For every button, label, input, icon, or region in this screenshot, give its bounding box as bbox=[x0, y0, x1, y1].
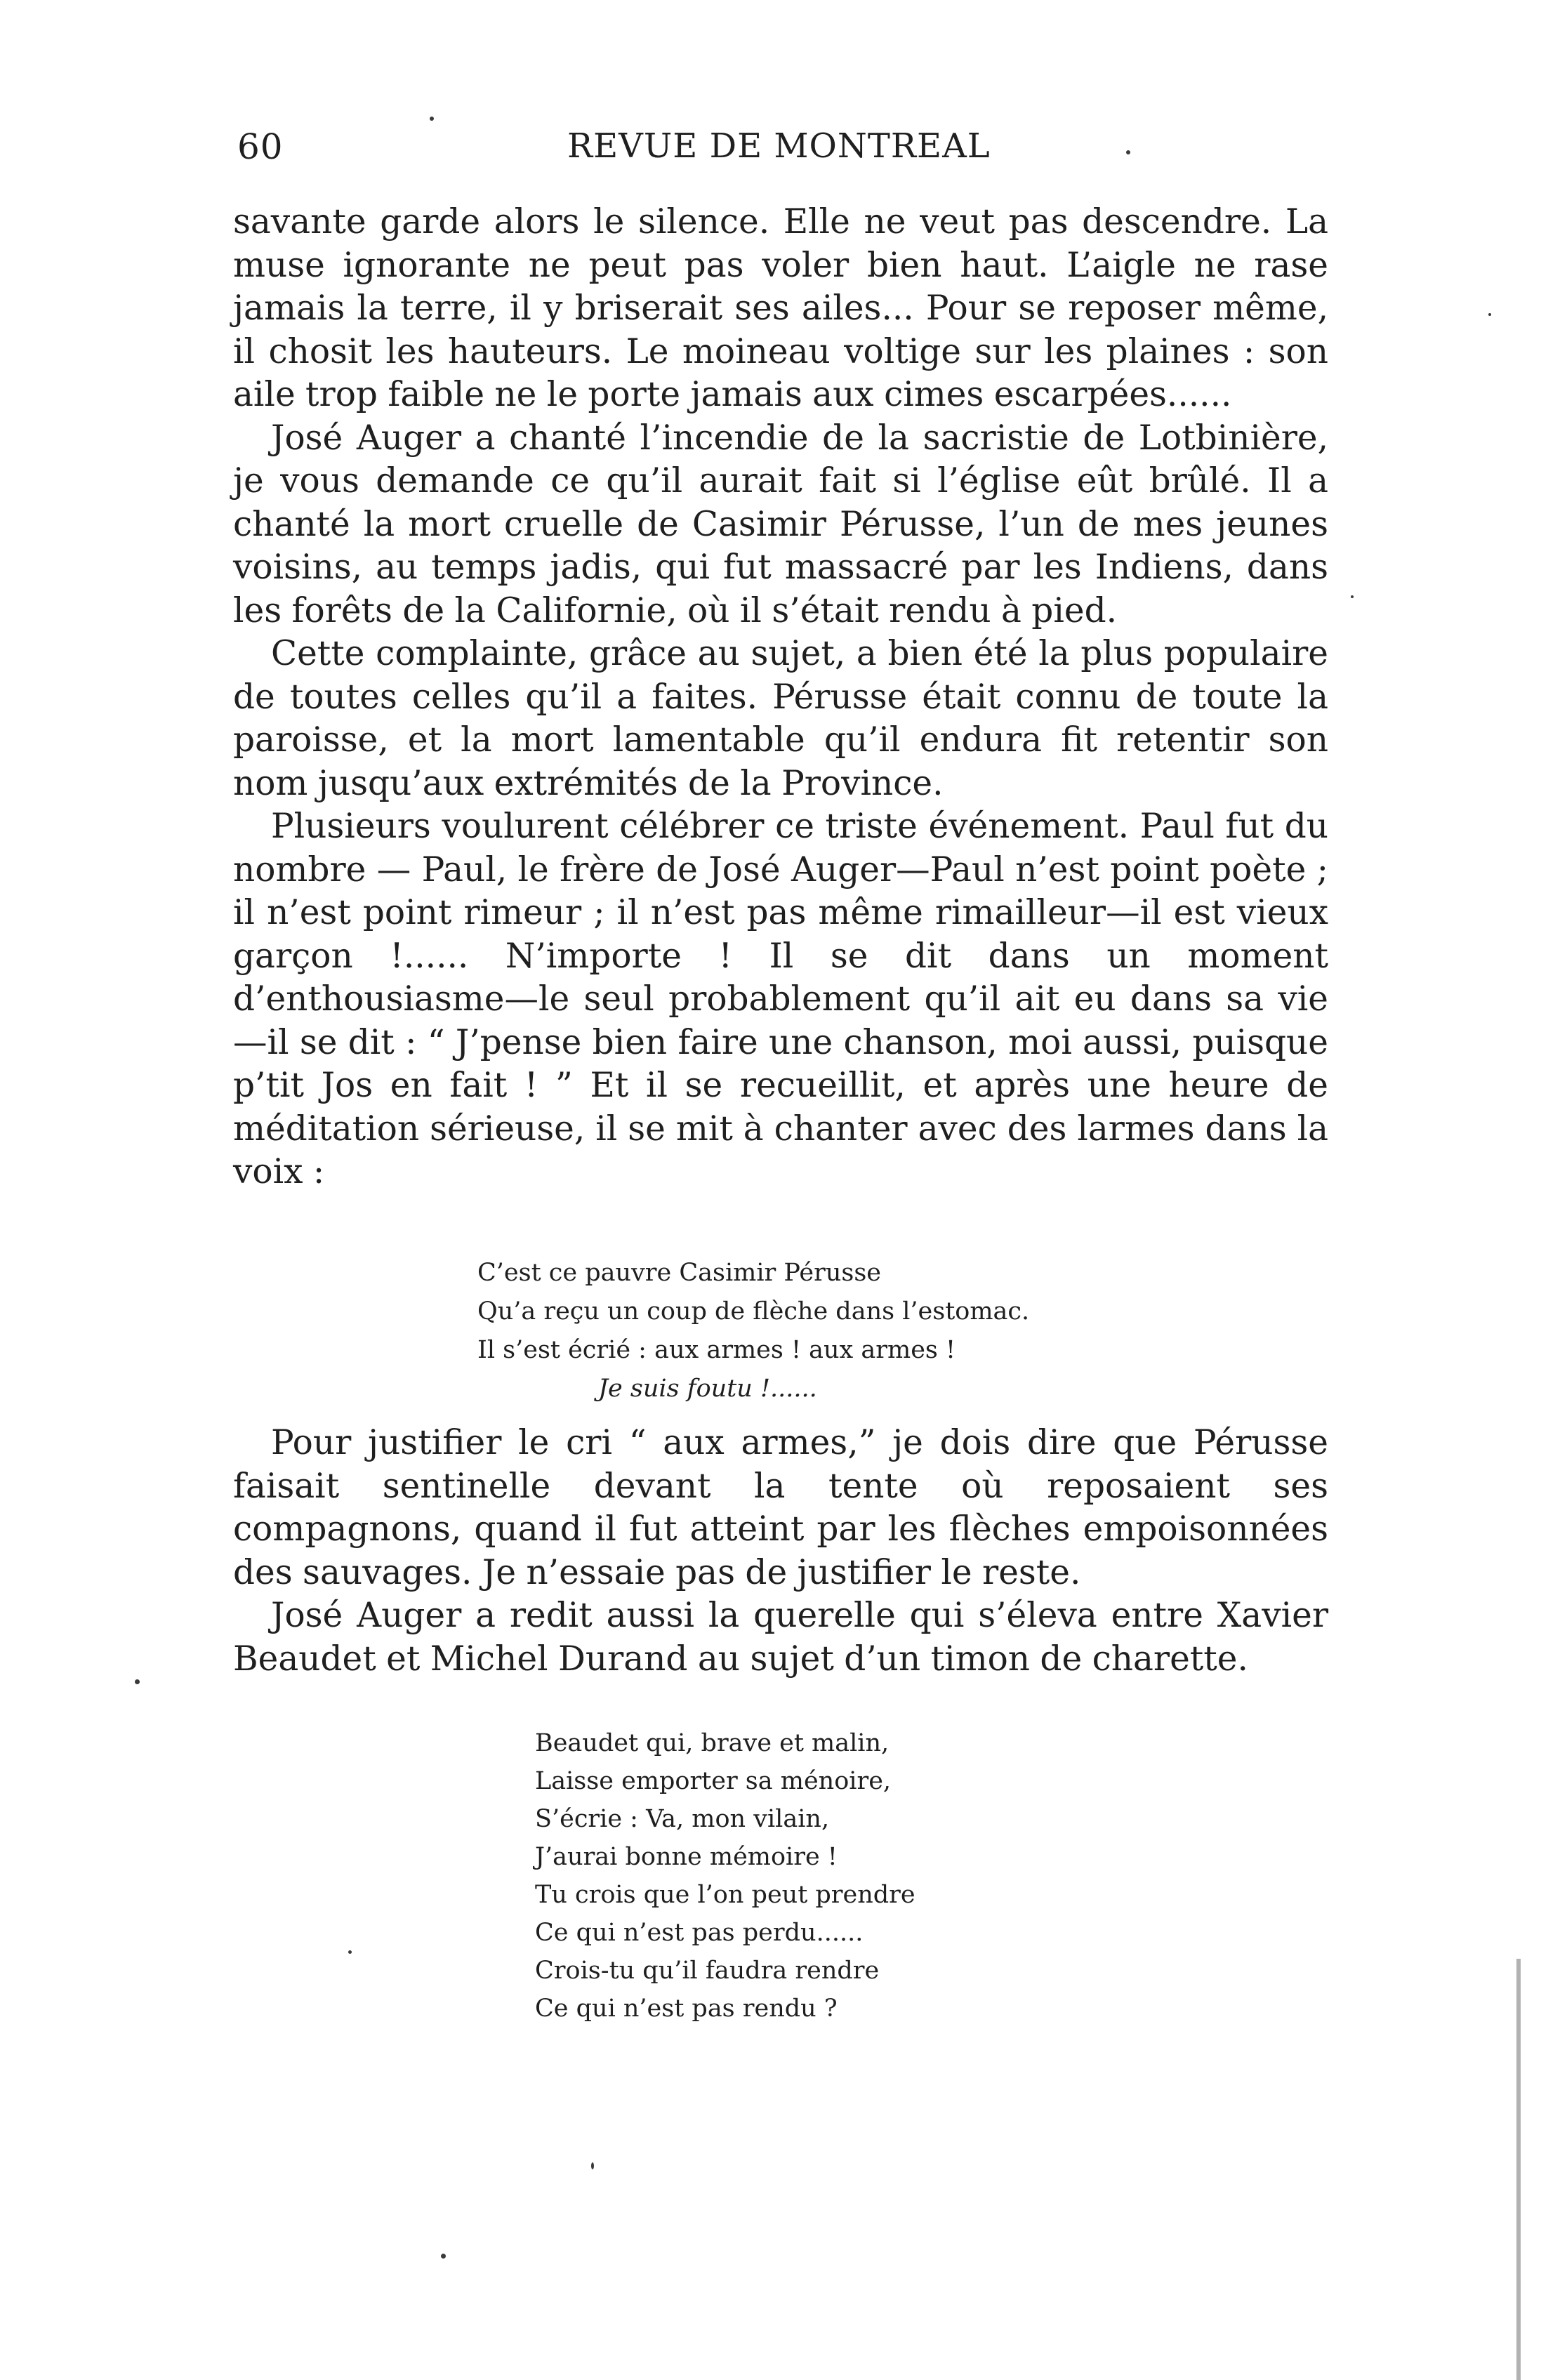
verse-line: Tu crois que l’on peut prendre bbox=[535, 1881, 915, 1909]
page-header bbox=[237, 126, 1325, 188]
scan-speck bbox=[135, 1679, 140, 1684]
verse-line: Il s’est écrié : aux armes ! aux armes ! bbox=[477, 1336, 956, 1364]
verse-line: Laisse emporter sa ménoire, bbox=[535, 1767, 892, 1795]
verse-line: Crois-tu qu’il faudra rendre bbox=[535, 1957, 880, 1985]
paragraph-paul: Plusieurs voulurent célébrer ce triste événement. Paul fut du nombre — Paul, le frère de José Auger—Paul n’est point poète ; il n’est point rimeur ; il n’est pas même rimailleur—il est vieux garçon !...... N’importe ! Il se dit dans un moment d’enthousiasme—le seul probablement qu’il ait eu dans sa vie—il se dit : “ J’pense bien faire une chanson, moi aussi, puisque p’tit Jos en fait ! ” Et il se recueillit, et après une heure de méditation sérieuse, il se mit à chanter avec des larmes dans la voix : bbox=[233, 807, 1328, 1191]
scan-speck bbox=[1126, 150, 1130, 154]
paragraph-lotbiniere: José Auger a chanté l’incendie de la sacristie de Lotbinière, je vous demande ce qu’il aurait fait si l’église eût brûlé. Il a chanté la mort cruelle de Casimir Pérusse, l’un de mes jeunes voisins, au temps jadis, qui fut massacré par les Indiens, dans les forêts de la Californie, où il s’était rendu à pied. bbox=[233, 418, 1328, 630]
scan-speck bbox=[1488, 313, 1491, 316]
verse-perusse bbox=[477, 1254, 1029, 1408]
body-text-middle bbox=[233, 1422, 1328, 1681]
verse-line: Qu’a reçu un coup de flèche dans l’estomac. bbox=[477, 1297, 1030, 1325]
verse-beaudet bbox=[535, 1724, 915, 2028]
running-title: REVUE DE MONTREAL bbox=[567, 126, 991, 166]
paragraph-complainte: Cette complainte, grâce au sujet, a bien été la plus populaire de toutes celles qu’il a faites. Pérusse était connu de toute la paroisse, et la mort lamentable qu’il endura fit retentir son nom jusqu’aux extrémités de la Province. bbox=[233, 634, 1328, 803]
scan-speck bbox=[348, 1950, 352, 1954]
scan-speck bbox=[430, 117, 434, 121]
page-number: 60 bbox=[237, 126, 284, 167]
scan-speck bbox=[1351, 595, 1354, 598]
scan-speck bbox=[441, 2254, 446, 2259]
verse-line: Ce qui n’est pas perdu...... bbox=[535, 1919, 864, 1947]
verse-line: Beaudet qui, brave et malin, bbox=[535, 1729, 890, 1757]
paragraph-continued: savante garde alors le silence. Elle ne veut pas descendre. La muse ignorante ne peut pas voler bien haut. L’aigle ne rase jamais la terre, il y briserait ses ailes... Pour se reposer même, il chosit les hauteurs. Le moineau voltige sur les plaines : son aile trop faible ne le porte jamais aux cimes escarpées...... bbox=[233, 202, 1328, 414]
verse-line: S’écrie : Va, mon vilain, bbox=[535, 1805, 830, 1833]
verse-line: C’est ce pauvre Casimir Pérusse bbox=[477, 1259, 882, 1287]
paragraph-querelle: José Auger a redit aussi la querelle qui s’éleva entre Xavier Beaudet et Michel Durand au sujet d’un timon de charette. bbox=[233, 1596, 1328, 1679]
verse-line: Ce qui n’est pas rendu ? bbox=[535, 1995, 838, 2023]
body-text-top bbox=[233, 201, 1328, 1194]
scan-speck bbox=[591, 2162, 594, 2169]
verse-line-italic: Je suis foutu !...... bbox=[598, 1375, 817, 1403]
scan-edge-shadow bbox=[1516, 1959, 1521, 2380]
verse-line: J’aurai bonne mémoire ! bbox=[535, 1843, 838, 1871]
paragraph-aux-armes: Pour justifier le cri “ aux armes,” je dois dire que Pérusse faisait sentinelle devant la tente où reposaient ses compagnons, quand il fut atteint par les flèches empoisonnées des sauvages. Je n’essaie pas de justifier le reste. bbox=[233, 1423, 1328, 1592]
